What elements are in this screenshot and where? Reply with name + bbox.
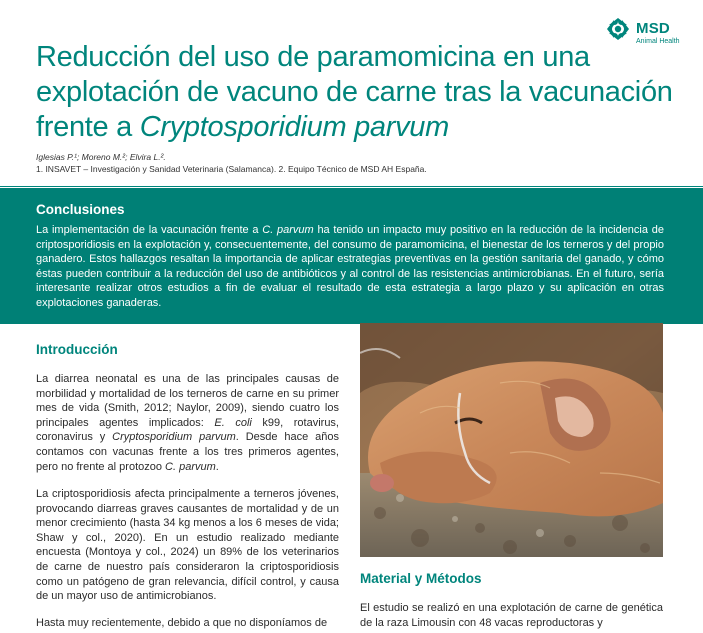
intro-paragraph-1 — [36, 372, 339, 474]
intro-paragraph-2: La criptosporidiosis afecta principalmente a terneros jóvenes, provocando diarreas graves causantes de mortalidad y de un menor crecimiento (hasta 34 kg menos a los 6 meses de vida; Shaw y col., 2020). En un estudio realizado mediante encuesta (Montoya y col., 2024) un 89% de los veterinarios de carne de nuestro país consideraron la criptosporidiosis como un patógeno de gran relevancia, difícil control, y causa de un mayor uso de antimicrobianos. — [36, 488, 339, 603]
page-title — [36, 40, 686, 145]
conclusions-text-part: ha tenido un impacto muy positivo en la reducción de la incidencia de criptosporidiosis en la explotación y, consecuentemente, del consumo de paramomicina, el bienestar de los terneros y del propio ganadero. Estos hallazgos resaltan la importancia de aplicar estrategias preventivas en la gestión sanitaria del ganado, y cómo éstas pueden contribuir a la reducción del uso de antibióticos y al control de las resistencias antimicrobianas. En el futuro, sería interesante realizar otros estudios a fin de evaluar el resultado de esta estrategia a largo plazo y su aplicación en otras explotaciones ganaderas. — [36, 224, 664, 309]
conclusions-text — [36, 223, 664, 311]
brand-division: Animal Health — [636, 38, 680, 45]
intro-heading: Introducción — [36, 342, 118, 357]
intro-text-part: La diarrea neonatal es una de las principales causas de morbilidad y mortalidad de los terneros de carne en su primer mes de vida (Smith, 2012; Naylor, 2009), siendo cuatro los principales agentes implicados: — [36, 373, 339, 429]
intro-paragraph-3: Hasta muy recientemente, debido a que no disponíamos de — [36, 617, 328, 629]
brand-name: MSD — [636, 20, 670, 37]
intro-text-part: . Desde hace años contamos con vacunas frente a los tres primeros agentes, pero no frente al protozoo — [36, 431, 339, 473]
intro-text-part: . — [215, 460, 219, 473]
calf-photo — [360, 323, 663, 557]
intro-text-part: k99, rotavirus, coronavirus y — [36, 416, 339, 444]
methods-paragraph-1: El estudio se realizó en una explotación de carne de genética de la raza Limousin con 48 vacas reproductoras y — [360, 602, 663, 629]
methods-heading: Material y Métodos — [360, 571, 482, 586]
intro-species: E. coli — [214, 416, 252, 429]
header-divider — [0, 186, 703, 187]
title-main: Reducción del uso de paramomicina en una explotación de vacuno de carne tras la vacunación frente a — [36, 41, 673, 143]
msd-emblem-icon — [606, 17, 630, 41]
intro-species: C. parvum — [165, 460, 216, 473]
conclusions-text-part: La implementación de la vacunación frente a — [36, 224, 263, 236]
title-species: Cryptosporidium parvum — [139, 111, 449, 143]
conclusions-heading: Conclusiones — [36, 202, 125, 217]
conclusions-species: C. parvum — [262, 224, 314, 236]
calf-image — [360, 323, 663, 557]
affiliations: 1. INSAVET – Investigación y Sanidad Veterinaria (Salamanca). 2. Equipo Técnico de MSD AH España. — [36, 164, 427, 174]
authors: Iglesias P.¹; Moreno M.²; Elvira L.². — [36, 152, 166, 162]
conclusions-panel — [0, 188, 703, 324]
intro-species: Cryptosporidium parvum — [112, 431, 236, 444]
